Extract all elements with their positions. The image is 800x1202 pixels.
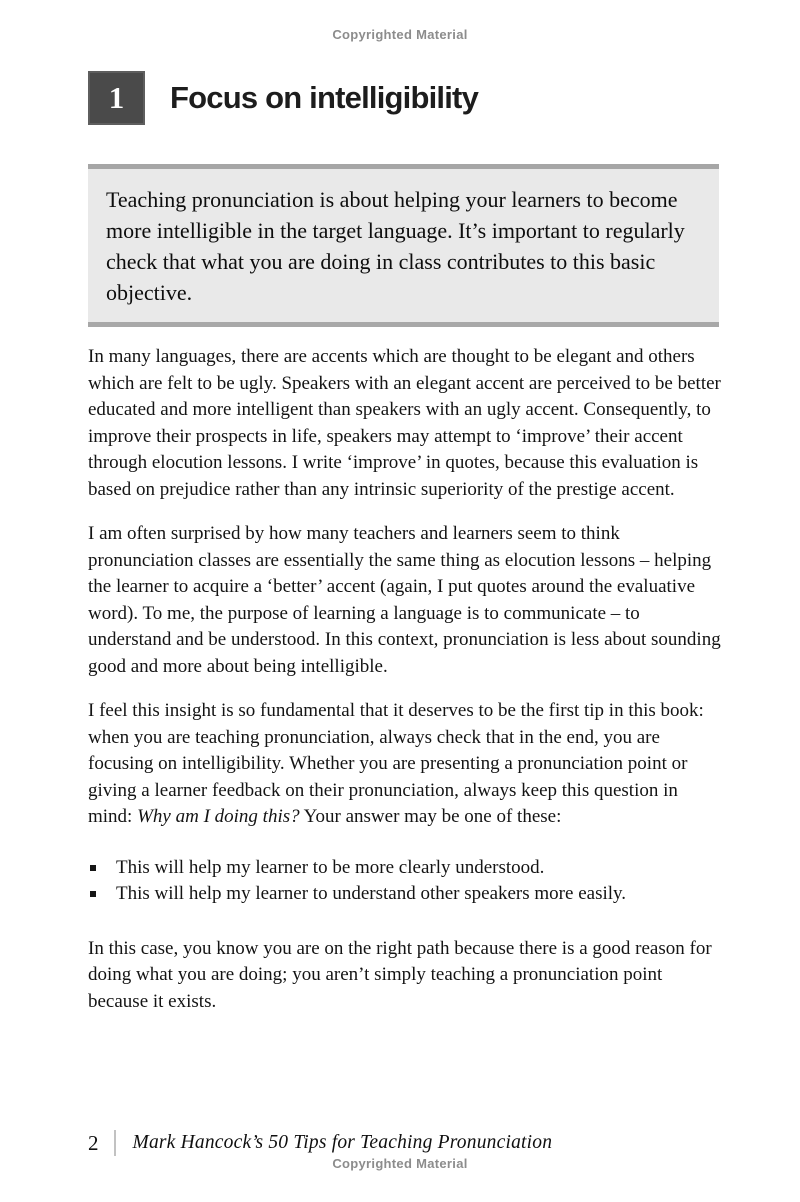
list-item [88, 855, 722, 882]
italic-question: Why am I doing this? [137, 806, 300, 827]
footer-divider [114, 1130, 116, 1156]
paragraph-1: In many languages, there are accents which are thought to be elegant and others which are felt to be ugly. Speakers with an elegant accent are perceived to be better educated and more intelligent than speakers with an ugly accent. Consequently, to improve their prospects in life, speakers may attempt to ‘improve’ their accent through elocution lessons. I write ‘improve’ in quotes, because this evaluation is based on prejudice rather than any intrinsic superiority of the prestige accent. [88, 346, 721, 500]
page-number: 2 [88, 1130, 99, 1155]
paragraph-3-text-after: Your answer may be one of these: [299, 806, 562, 827]
paragraph-3 [88, 698, 722, 831]
list-item-text: This will help my learner to be more clearly understood. [116, 856, 545, 878]
chapter-header [88, 71, 478, 125]
book-title: Mark Hancock’s 50 Tips for Teaching Pronunciation [132, 1132, 553, 1153]
list-item [88, 881, 722, 908]
copyright-notice-top: Copyrighted Material [332, 27, 468, 42]
list-item-text: This will help my learner to understand other speakers more easily. [116, 883, 627, 904]
paragraph-3-text: I feel this insight is so fundamental that it deserves to be the first tip in this book: when you are teaching pronunciation, always check that in the end, you are focusing on intelligibility. Whether you are presenting a pronunciation point or giving a learner feedback on their pronunciation, always keep this question in mind: [88, 700, 704, 827]
paragraph-2: I am often surprised by how many teachers and learners seem to think pronunciation classes are essentially the same thing as elocution lessons – helping the learner to acquire a ‘better’ accent (again, I put quotes around the evaluative word). To me, the purpose of learning a language is to communicate – to understand and be understood. In this context, pronunciation is less about sounding good and more about being intelligible. [88, 523, 721, 677]
paragraph-4: In this case, you know you are on the right path because there is a good reason for doing what you are doing; you aren’t simply teaching a pronunciation point because it exists. [88, 937, 712, 1012]
tip-summary-text: Teaching pronunciation is about helping your learners to become more intelligible in the target language. It’s important to regularly check that what you are doing in class contributes to this basic objective. [106, 187, 685, 305]
tip-summary-box [88, 164, 719, 327]
chapter-number-box: 1 [88, 71, 145, 125]
answer-list [88, 855, 722, 908]
body-content [88, 344, 722, 1015]
copyright-notice-bottom: Copyrighted Material [332, 1156, 468, 1171]
page-footer [88, 1127, 552, 1159]
chapter-title: Focus on intelligibility [170, 80, 479, 115]
